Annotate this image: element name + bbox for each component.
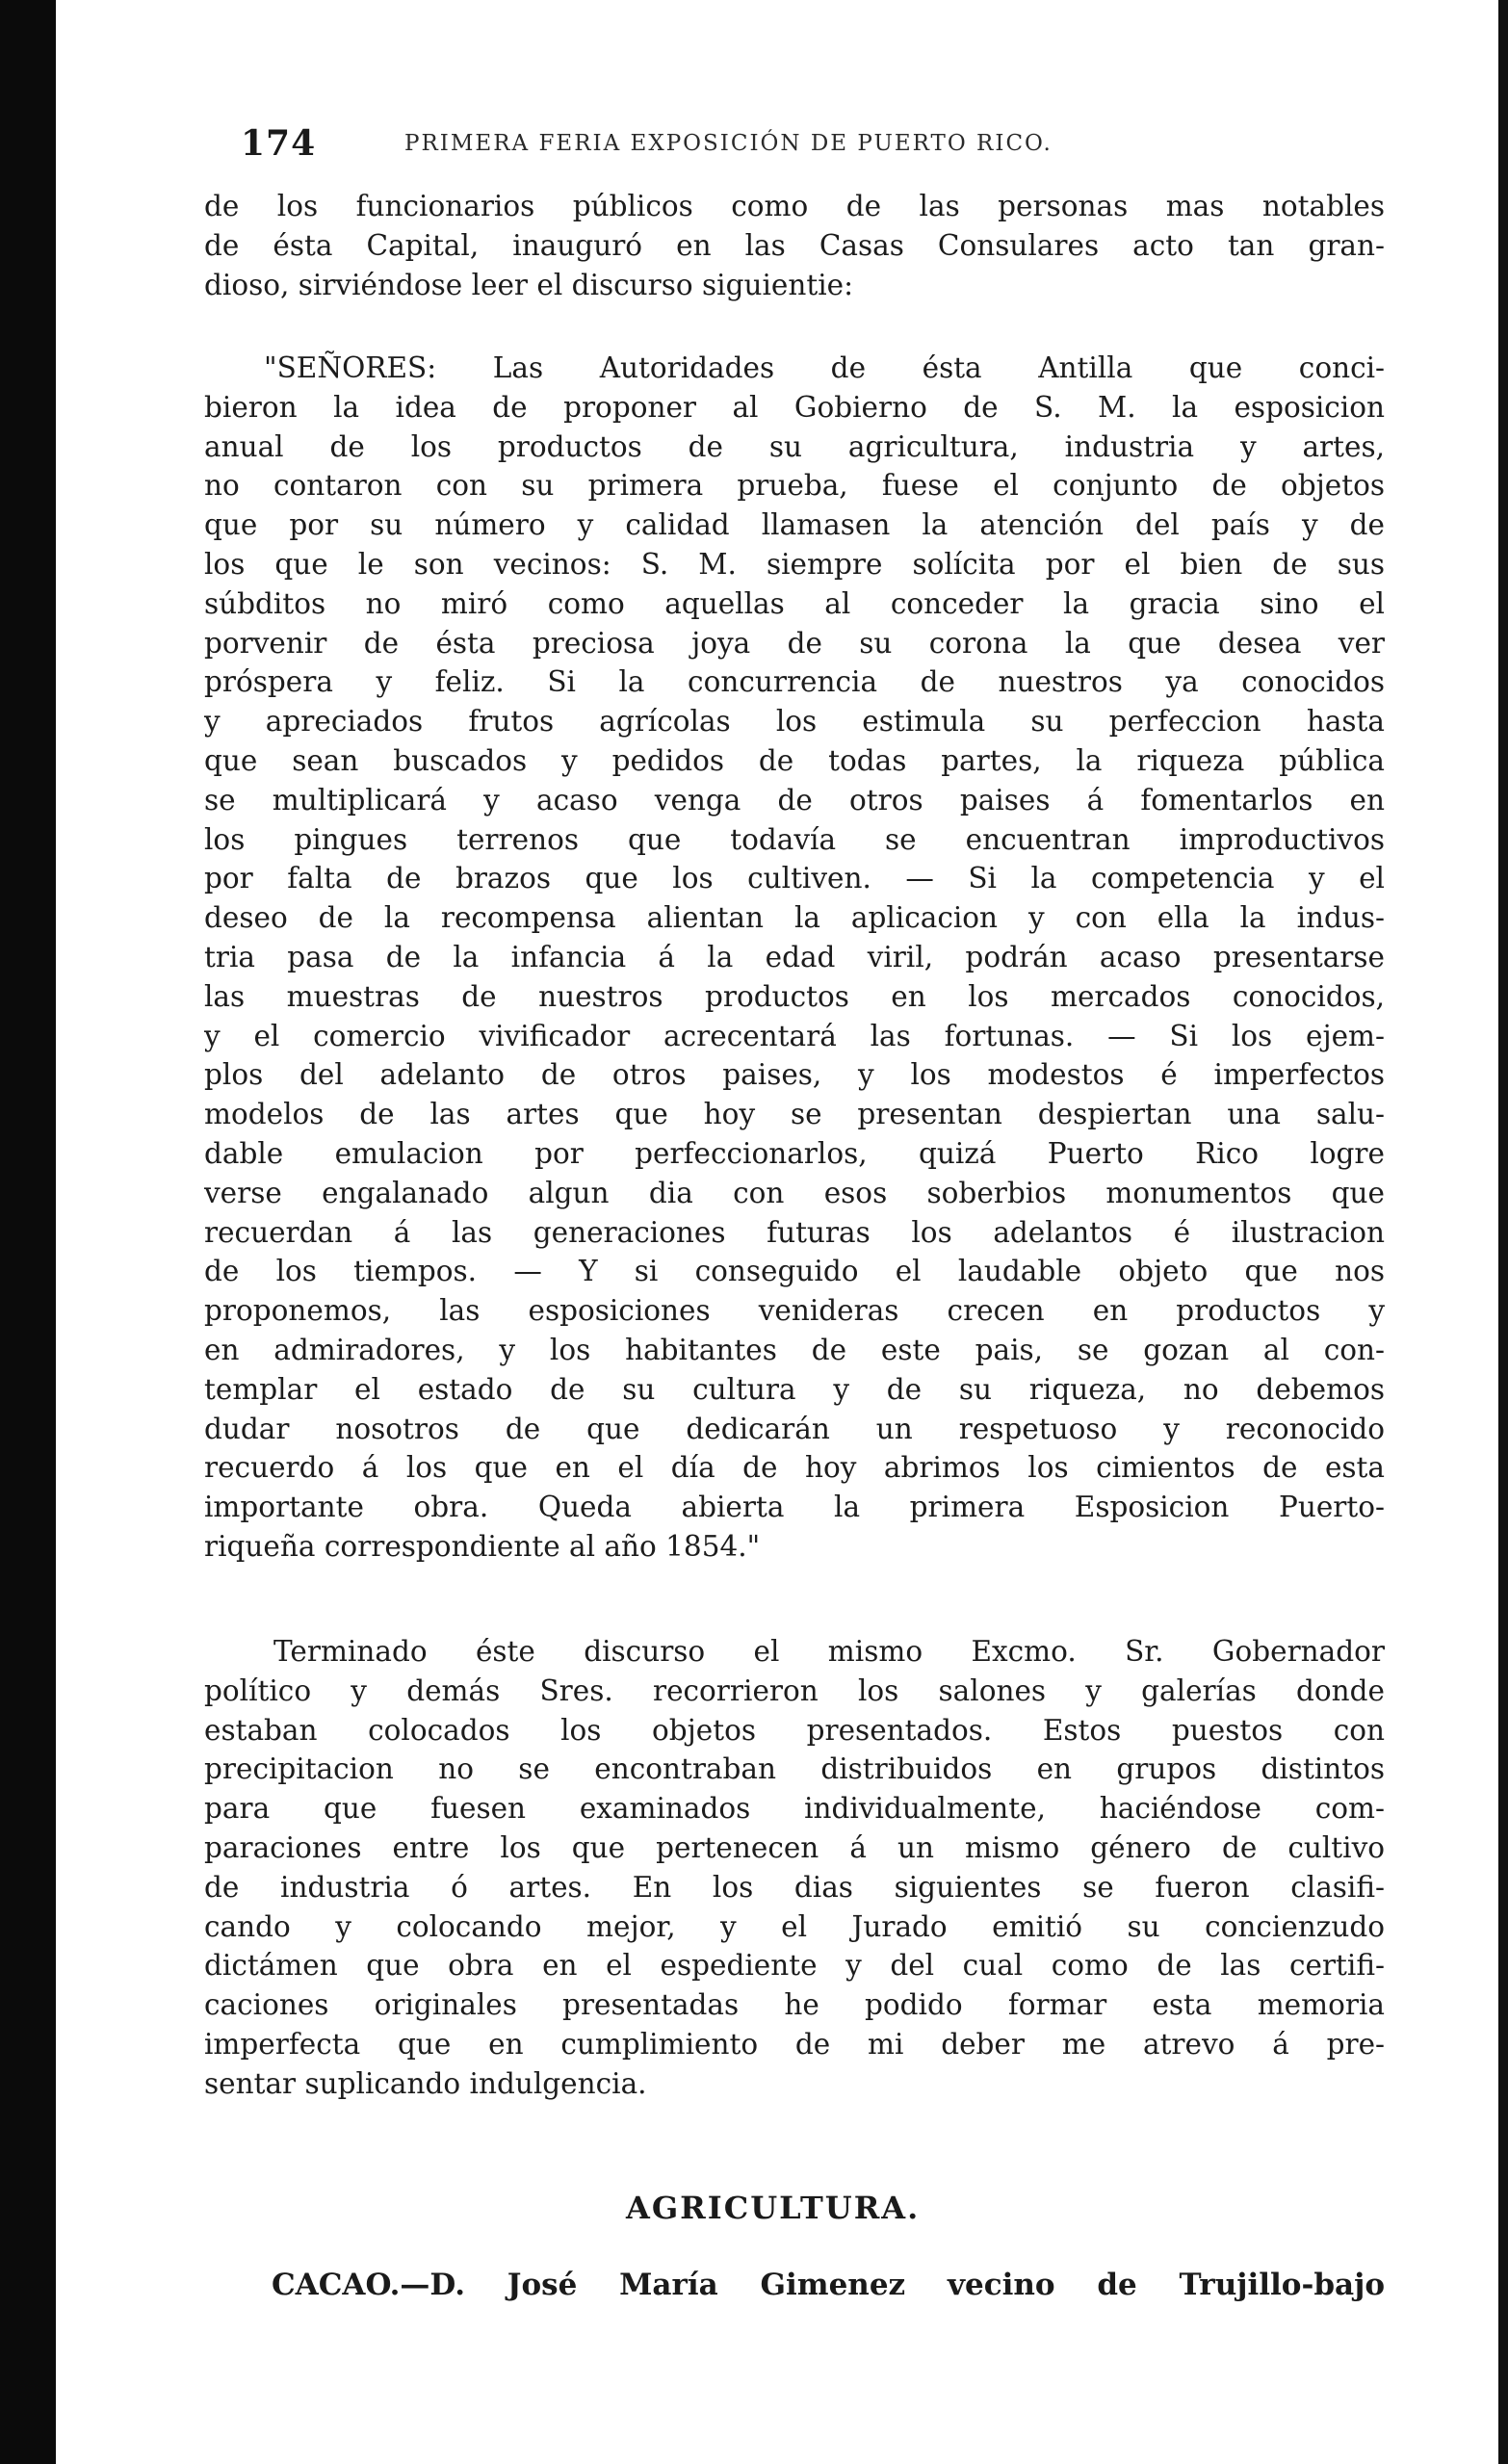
text-line: imperfecta que en cumplimiento de mi deber me atrevo á pre- (204, 2027, 1385, 2061)
page-header (241, 123, 1204, 171)
text-line: y el comercio vivificador acrecentará las fortunas. — Si los ejem- (204, 1019, 1385, 1052)
text-line: dioso, sirviéndose leer el discurso siguientie: (204, 268, 854, 301)
text-line: riqueña correspondiente al año 1854." (204, 1529, 761, 1563)
text-line: para que fuesen examinados individualmente, haciéndose com- (204, 1792, 1385, 1826)
page-number: 174 (241, 123, 317, 164)
text-line: político y demás Sres. recorrieron los salones y galerías donde (204, 1673, 1385, 1707)
text-line: plos del adelanto de otros paises, y los modestos é imperfectos (204, 1058, 1385, 1092)
text-line: de los funcionarios públicos como de las personas mas notables (204, 190, 1385, 222)
text-line: modelos de las artes que hoy se presentan despiertan una salu- (204, 1098, 1385, 1131)
text-line: de los tiempos. — Y si conseguido el laudable objeto que nos (204, 1255, 1385, 1288)
text-line: bieron la idea de proponer al Gobierno de S. M. la esposicion (204, 390, 1385, 424)
text-line: paraciones entre los que pertenecen á un mismo género de cultivo (204, 1830, 1385, 1864)
text-line: de industria ó artes. En los dias siguientes se fueron clasifi- (204, 1870, 1385, 1904)
text-line: templar el estado de su cultura y de su riqueza, no debemos (204, 1372, 1385, 1406)
text-line: "SEÑORES: Las Autoridades de ésta Antilla que conci- (264, 351, 1385, 384)
intro-paragraph (204, 187, 1385, 304)
text-line: próspera y feliz. Si la concurrencia de nuestros ya conocidos (204, 665, 1385, 699)
text-line: los pingues terrenos que todavía se encuentran improductivos (204, 822, 1385, 856)
text-line: los que le son vecinos: S. M. siempre solícita por el bien de sus (204, 547, 1385, 581)
text-line: anual de los productos de su agricultura, industria y artes, (204, 429, 1385, 463)
text-line: importante obra. Queda abierta la primera Esposicion Puerto- (204, 1491, 1385, 1524)
text-line: dable emulacion por perfeccionarlos, quizá Puerto Rico logre (204, 1136, 1385, 1170)
text-line: no contaron con su primera prueba, fuese el conjunto de objetos (204, 469, 1385, 503)
speech-paragraph (204, 349, 1385, 1567)
text-line: que por su número y calidad llamasen la atención del país y de (204, 508, 1385, 542)
section-heading: AGRICULTURA. (626, 2190, 921, 2226)
text-line: por falta de brazos que los cultiven. — Si la competencia y el (204, 862, 1385, 895)
text-line: precipitacion no se encontraban distribuidos en grupos distintos (204, 1752, 1385, 1786)
text-line: tria pasa de la infancia á la edad viril, podrán acaso presentarse (204, 940, 1385, 973)
text-line: y apreciados frutos agrícolas los estimula su perfeccion hasta (204, 705, 1385, 739)
text-line: que sean buscados y pedidos de todas partes, la riqueza pública (204, 743, 1385, 777)
text-line: dictámen que obra en el espediente y del cual como de las certifi- (204, 1949, 1385, 1983)
entry-line: CACAO.—D. José María Gimenez vecino de Trujillo-bajo (272, 2268, 1385, 2302)
text-line: se multiplicará y acaso venga de otros paises á fomentarlos en (204, 783, 1385, 817)
text-line: recuerdan á las generaciones futuras los adelantos é ilustracion (204, 1215, 1385, 1249)
text-line: verse engalanado algun dia con esos soberbios monumentos que (204, 1176, 1385, 1209)
text-line: en admiradores, y los habitantes de este pais, se gozan al con- (204, 1333, 1385, 1366)
text-line: Terminado éste discurso el mismo Excmo. Sr. Gobernador (273, 1635, 1385, 1668)
text-line: porvenir de ésta preciosa joya de su corona la que desea ver (204, 626, 1385, 660)
text-line: dudar nosotros de que dedicarán un respetuoso y reconocido (204, 1412, 1385, 1445)
text-line: deseo de la recompensa alientan la aplicacion y con ella la indus- (204, 901, 1385, 935)
text-line: proponemos, las esposiciones venideras crecen en productos y (204, 1294, 1385, 1328)
scan-edge-right (1498, 0, 1508, 2464)
closing-paragraph (204, 1632, 1385, 2104)
text-line: súbditos no miró como aquellas al conceder la gracia sino el (204, 586, 1385, 620)
text-line: caciones originales presentadas he podido formar esta memoria (204, 1988, 1385, 2022)
text-line: las muestras de nuestros productos en los mercados conocidos, (204, 979, 1385, 1013)
text-line: de ésta Capital, inauguró en las Casas Consulares acto tan gran- (204, 228, 1385, 262)
running-head: PRIMERA FERIA EXPOSICIÓN DE PUERTO RICO. (404, 131, 1053, 156)
text-line: recuerdo á los que en el día de hoy abrimos los cimientos de esta (204, 1451, 1385, 1485)
text-line: sentar suplicando indulgencia. (204, 2066, 647, 2100)
scan-edge-left (0, 0, 56, 2464)
text-line: estaban colocados los objetos presentados. Estos puestos con (204, 1713, 1385, 1747)
text-line: cando y colocando mejor, y el Jurado emitió su concienzudo (204, 1909, 1385, 1943)
